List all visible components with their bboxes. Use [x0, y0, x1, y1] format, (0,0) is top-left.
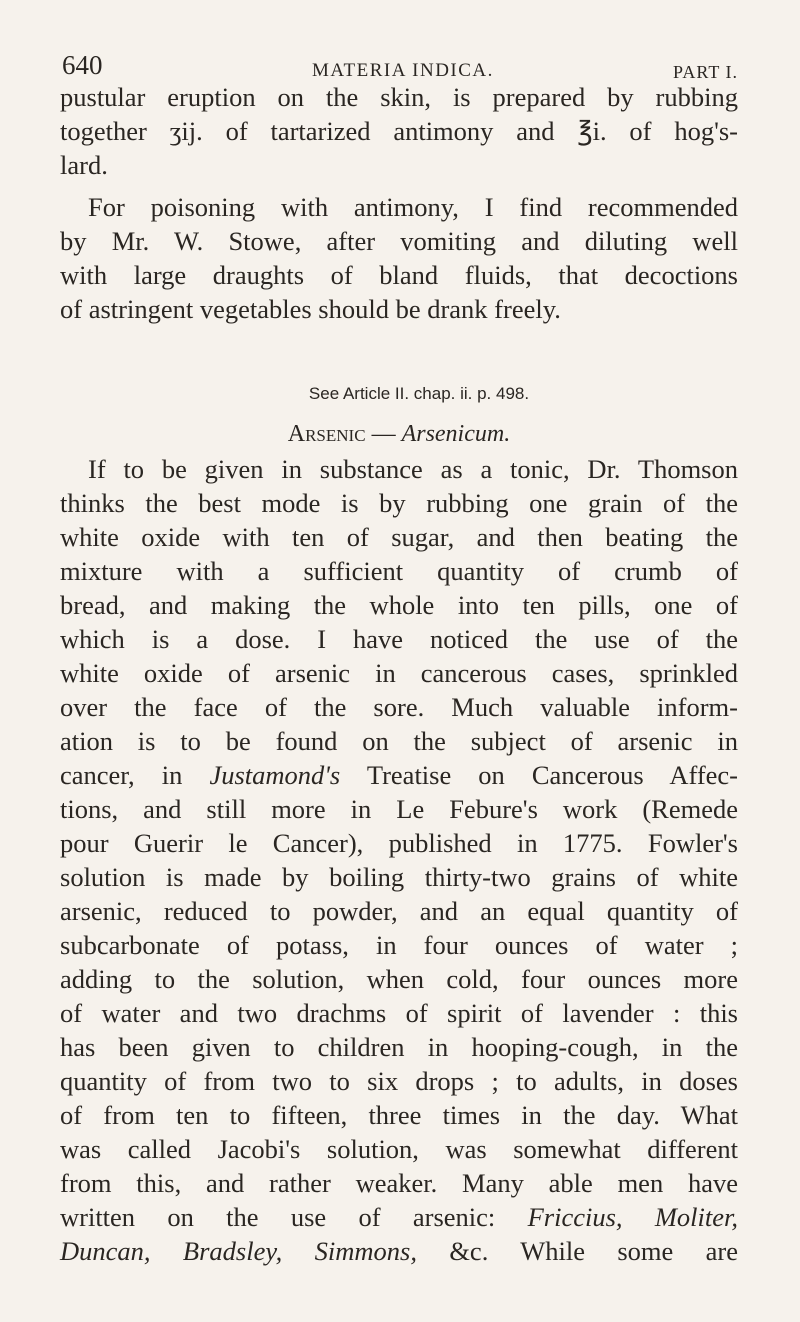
text-segment: Treatise on Cancerous Affec-: [340, 760, 738, 790]
page-number: 640: [62, 50, 103, 80]
author-names: Duncan, Bradsley, Simmons,: [60, 1236, 417, 1266]
text-line: If to be given in substance as a tonic, Dr. Thomson: [88, 454, 738, 484]
text-line: white oxide with ten of sugar, and then beating the: [60, 522, 738, 552]
text-line: [60, 1200, 738, 1234]
text-line: For poisoning with antimony, I find recommended: [88, 192, 738, 222]
text-line: of astringent vegetables should be drank freely.: [60, 294, 561, 324]
text-line: arsenic, reduced to powder, and an equal quantity of: [60, 896, 738, 926]
page-body: [60, 80, 738, 1268]
text-line: over the face of the sore. Much valuable inform-: [60, 692, 738, 722]
text-segment: cancer, in: [60, 760, 210, 790]
text-line: subcarbonate of potass, in four ounces of water ;: [60, 930, 738, 960]
text-line: pour Guerir le Cancer), published in 1775. Fowler's: [60, 828, 738, 858]
text-segment: &c. While some are: [416, 1236, 738, 1266]
text-line: adding to the solution, when cold, four ounces more: [60, 964, 738, 994]
text-line: white oxide of arsenic in cancerous cases, sprinkled: [60, 658, 738, 688]
text-line: of water and two drachms of spirit of lavender : this: [60, 998, 738, 1028]
text-line: together ʒij. of tartarized antimony and ℥i. of hog's-: [60, 116, 738, 146]
paragraph-antimony-poisoning: [60, 190, 738, 326]
cross-reference: See Article II. chap. ii. p. 498.: [308, 384, 530, 403]
text-line: [60, 758, 738, 792]
text-line: solution is made by boiling thirty-two grains of white: [60, 862, 738, 892]
text-line: tions, and still more in Le Febure's work (Remede: [60, 794, 738, 824]
section-heading: [60, 416, 738, 452]
text-line: by Mr. W. Stowe, after vomiting and diluting well: [60, 226, 738, 256]
text-line: ation is to be found on the subject of arsenic in: [60, 726, 738, 756]
text-line: has been given to children in hooping-cough, in the: [60, 1032, 738, 1062]
paragraph-arsenic: [60, 452, 738, 1268]
text-line: thinks the best mode is by rubbing one grain of the: [60, 488, 738, 518]
heading-name: Arsenic: [287, 421, 366, 447]
text-line: mixture with a sufficient quantity of crumb of: [60, 556, 738, 586]
text-line: bread, and making the whole into ten pills, one of: [60, 590, 738, 620]
text-line: of from ten to fifteen, three times in the day. What: [60, 1100, 738, 1130]
heading-dash: —: [365, 421, 402, 447]
text-line: which is a dose. I have noticed the use of the: [60, 624, 738, 654]
author-name: Justamond's: [209, 760, 341, 790]
text-line: was called Jacobi's solution, was somewhat different: [60, 1134, 738, 1164]
paragraph-continuation: [60, 80, 738, 182]
running-title: MATERIA INDICA.: [312, 60, 494, 81]
text-line: pustular eruption on the skin, is prepared by rubbing: [60, 82, 738, 112]
text-line: with large draughts of bland fluids, that decoctions: [60, 260, 738, 290]
text-line: [60, 1234, 738, 1268]
author-names: Friccius, Moliter,: [527, 1202, 738, 1232]
text-line: quantity of from two to six drops ; to adults, in doses: [60, 1066, 738, 1096]
text-line: from this, and rather weaker. Many able men have: [60, 1168, 738, 1198]
text-line: lard.: [60, 150, 108, 180]
heading-latin: Arsenicum.: [401, 421, 511, 447]
text-segment: written on the use of arsenic:: [60, 1202, 528, 1232]
part-label: PART I.: [673, 62, 738, 82]
